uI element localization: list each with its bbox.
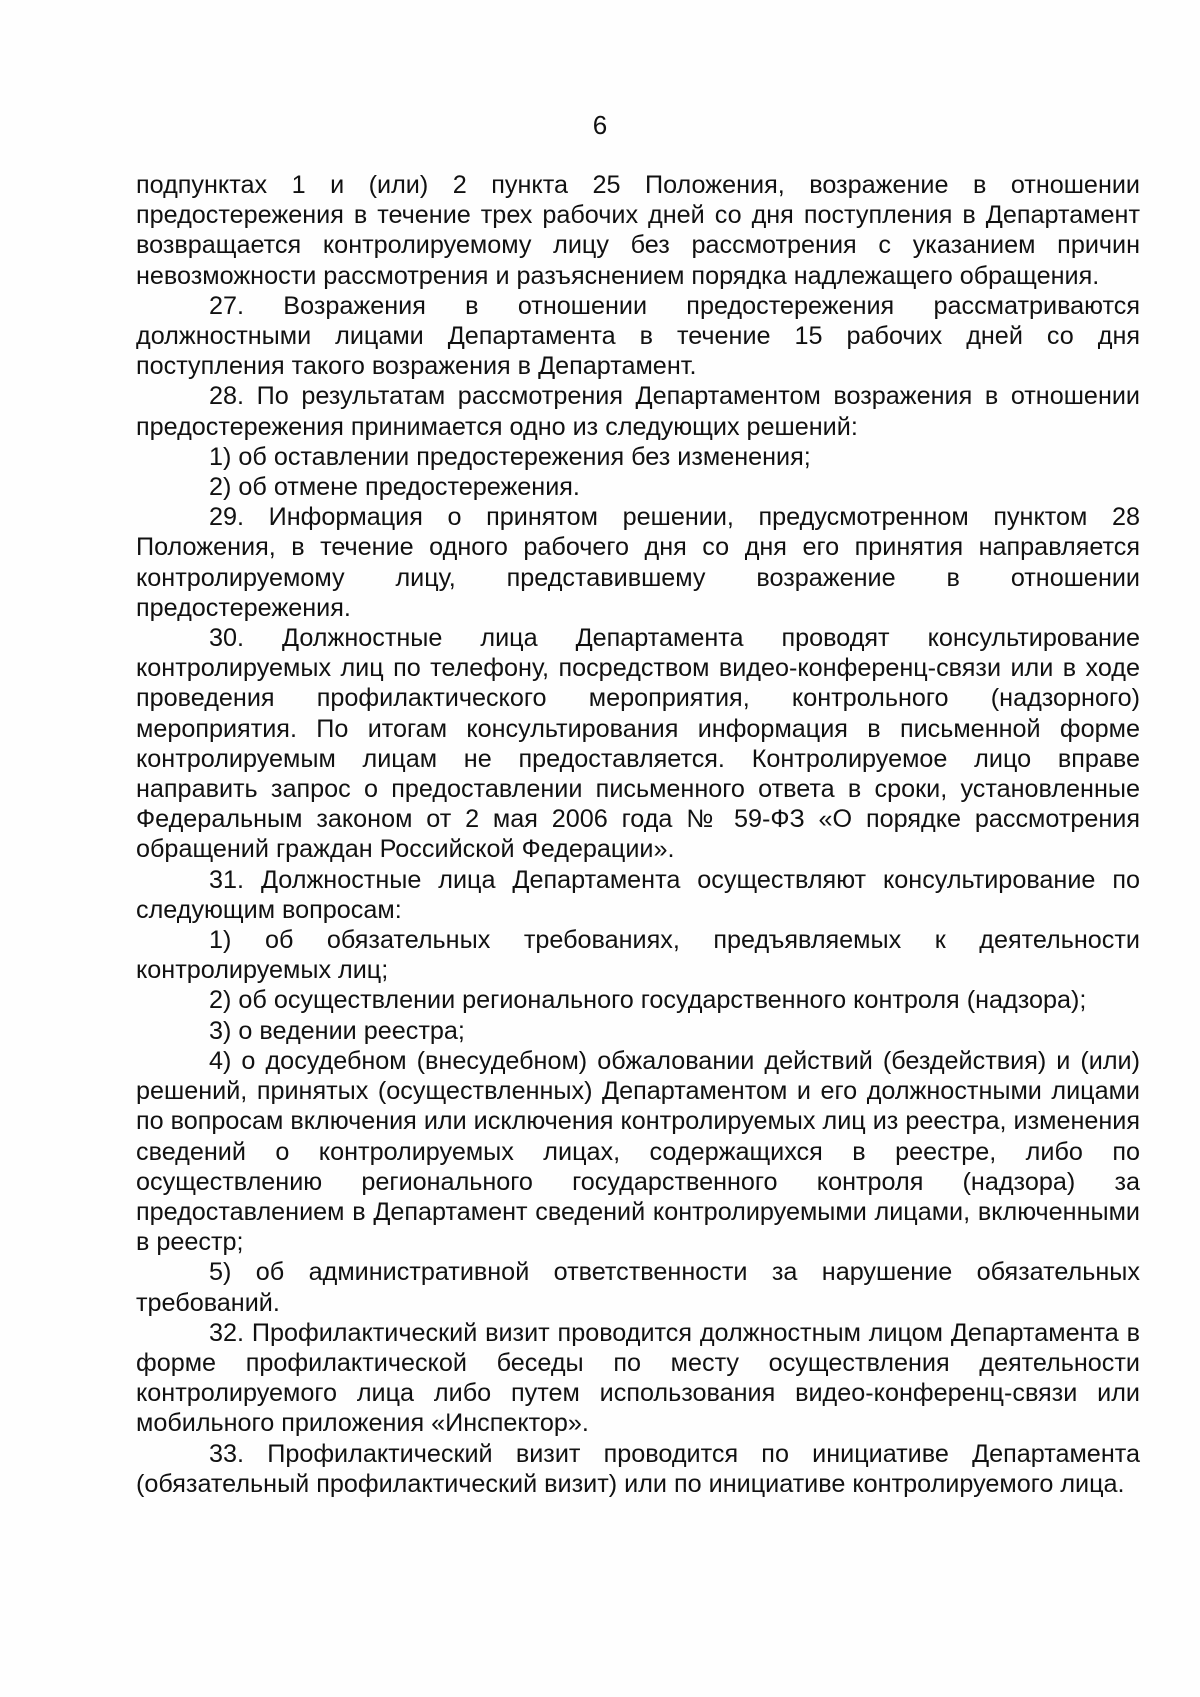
paragraph-31-item-5: 5) об административной ответственности за нарушение обязательных требований. [136,1258,1140,1317]
paragraph-31-item-2: 2) об осуществлении регионального государственного контроля (надзора); [209,986,1087,1015]
paragraph-28-item-2: 2) об отмене предостережения. [209,473,580,502]
paragraph-continuation: подпунктах 1 и (или) 2 пункта 25 Положения, возражение в отношении предостережения в течение трех рабочих дней со дня поступления в Департамент возвращается контролируемому лицу без рассмотрения с указанием причин невозможности рассмотрения и разъяснением порядка надлежащего обращения. [136,171,1140,290]
paragraph-28-item-1: 1) об оставлении предостережения без изменения; [209,442,811,471]
paragraph-33: 33. Профилактический визит проводится по инициативе Департамента (обязательный профилактический визит) или по инициативе контролируемого лица. [136,1439,1140,1498]
document-body [136,170,1140,1499]
paragraph-31-item-3: 3) о ведении реестра; [209,1016,465,1045]
paragraph-31-item-4: 4) о досудебном (внесудебном) обжаловании действий (бездействия) и (или) решений, принятых (осуществленных) Департаментом и его должностными лицами по вопросам включения или исключения контролируемых лиц из реестра, изменения сведений о контролируемых лицах, содержащихся в реестре, либо по осуществлению регионального государственного контроля (надзора) за предоставлением в Департамент сведений контролируемыми лицами, включенными в реестр; [136,1046,1140,1257]
paragraph-29: 29. Информация о принятом решении, предусмотренном пунктом 28 Положения, в течение одного рабочего дня со дня его принятия направляется контролируемому лицу, представившему возражение в отношении предостережения. [136,503,1140,622]
paragraph-27: 27. Возражения в отношении предостережения рассматриваются должностными лицами Департамента в течение 15 рабочих дней со дня поступления такого возражения в Департамент. [136,291,1140,381]
paragraph-28: 28. По результатам рассмотрения Департаментом возражения в отношении предостережения принимается одно из следующих решений: [136,382,1140,441]
paragraph-32: 32. Профилактический визит проводится должностным лицом Департамента в форме профилактической беседы по месту осуществления деятельности контролируемого лица либо путем использования видео-конференц-связи или мобильного приложения «Инспектор». [136,1318,1140,1438]
page-number: 6 [592,110,608,140]
paragraph-31: 31. Должностные лица Департамента осуществляют консультирование по следующим вопросам: [136,865,1140,924]
paragraph-31-item-1: 1) об обязательных требованиях, предъявляемых к деятельности контролируемых лиц; [136,926,1140,985]
paragraph-30: 30. Должностные лица Департамента проводят консультирование контролируемых лиц по телефону, посредством видео-конференц-связи или в ходе проведения профилактического мероприятия, контрольного (надзорного) мероприятия. По итогам консультирования информация в письменной форме контролируемым лицам не предоставляется. Контролируемое лицо вправе направить запрос о предоставлении письменного ответа в сроки, установленные Федеральным законом от 2 мая 2006 года № 59-ФЗ «О порядке рассмотрения обращений граждан Российской Федерации». [136,624,1140,864]
